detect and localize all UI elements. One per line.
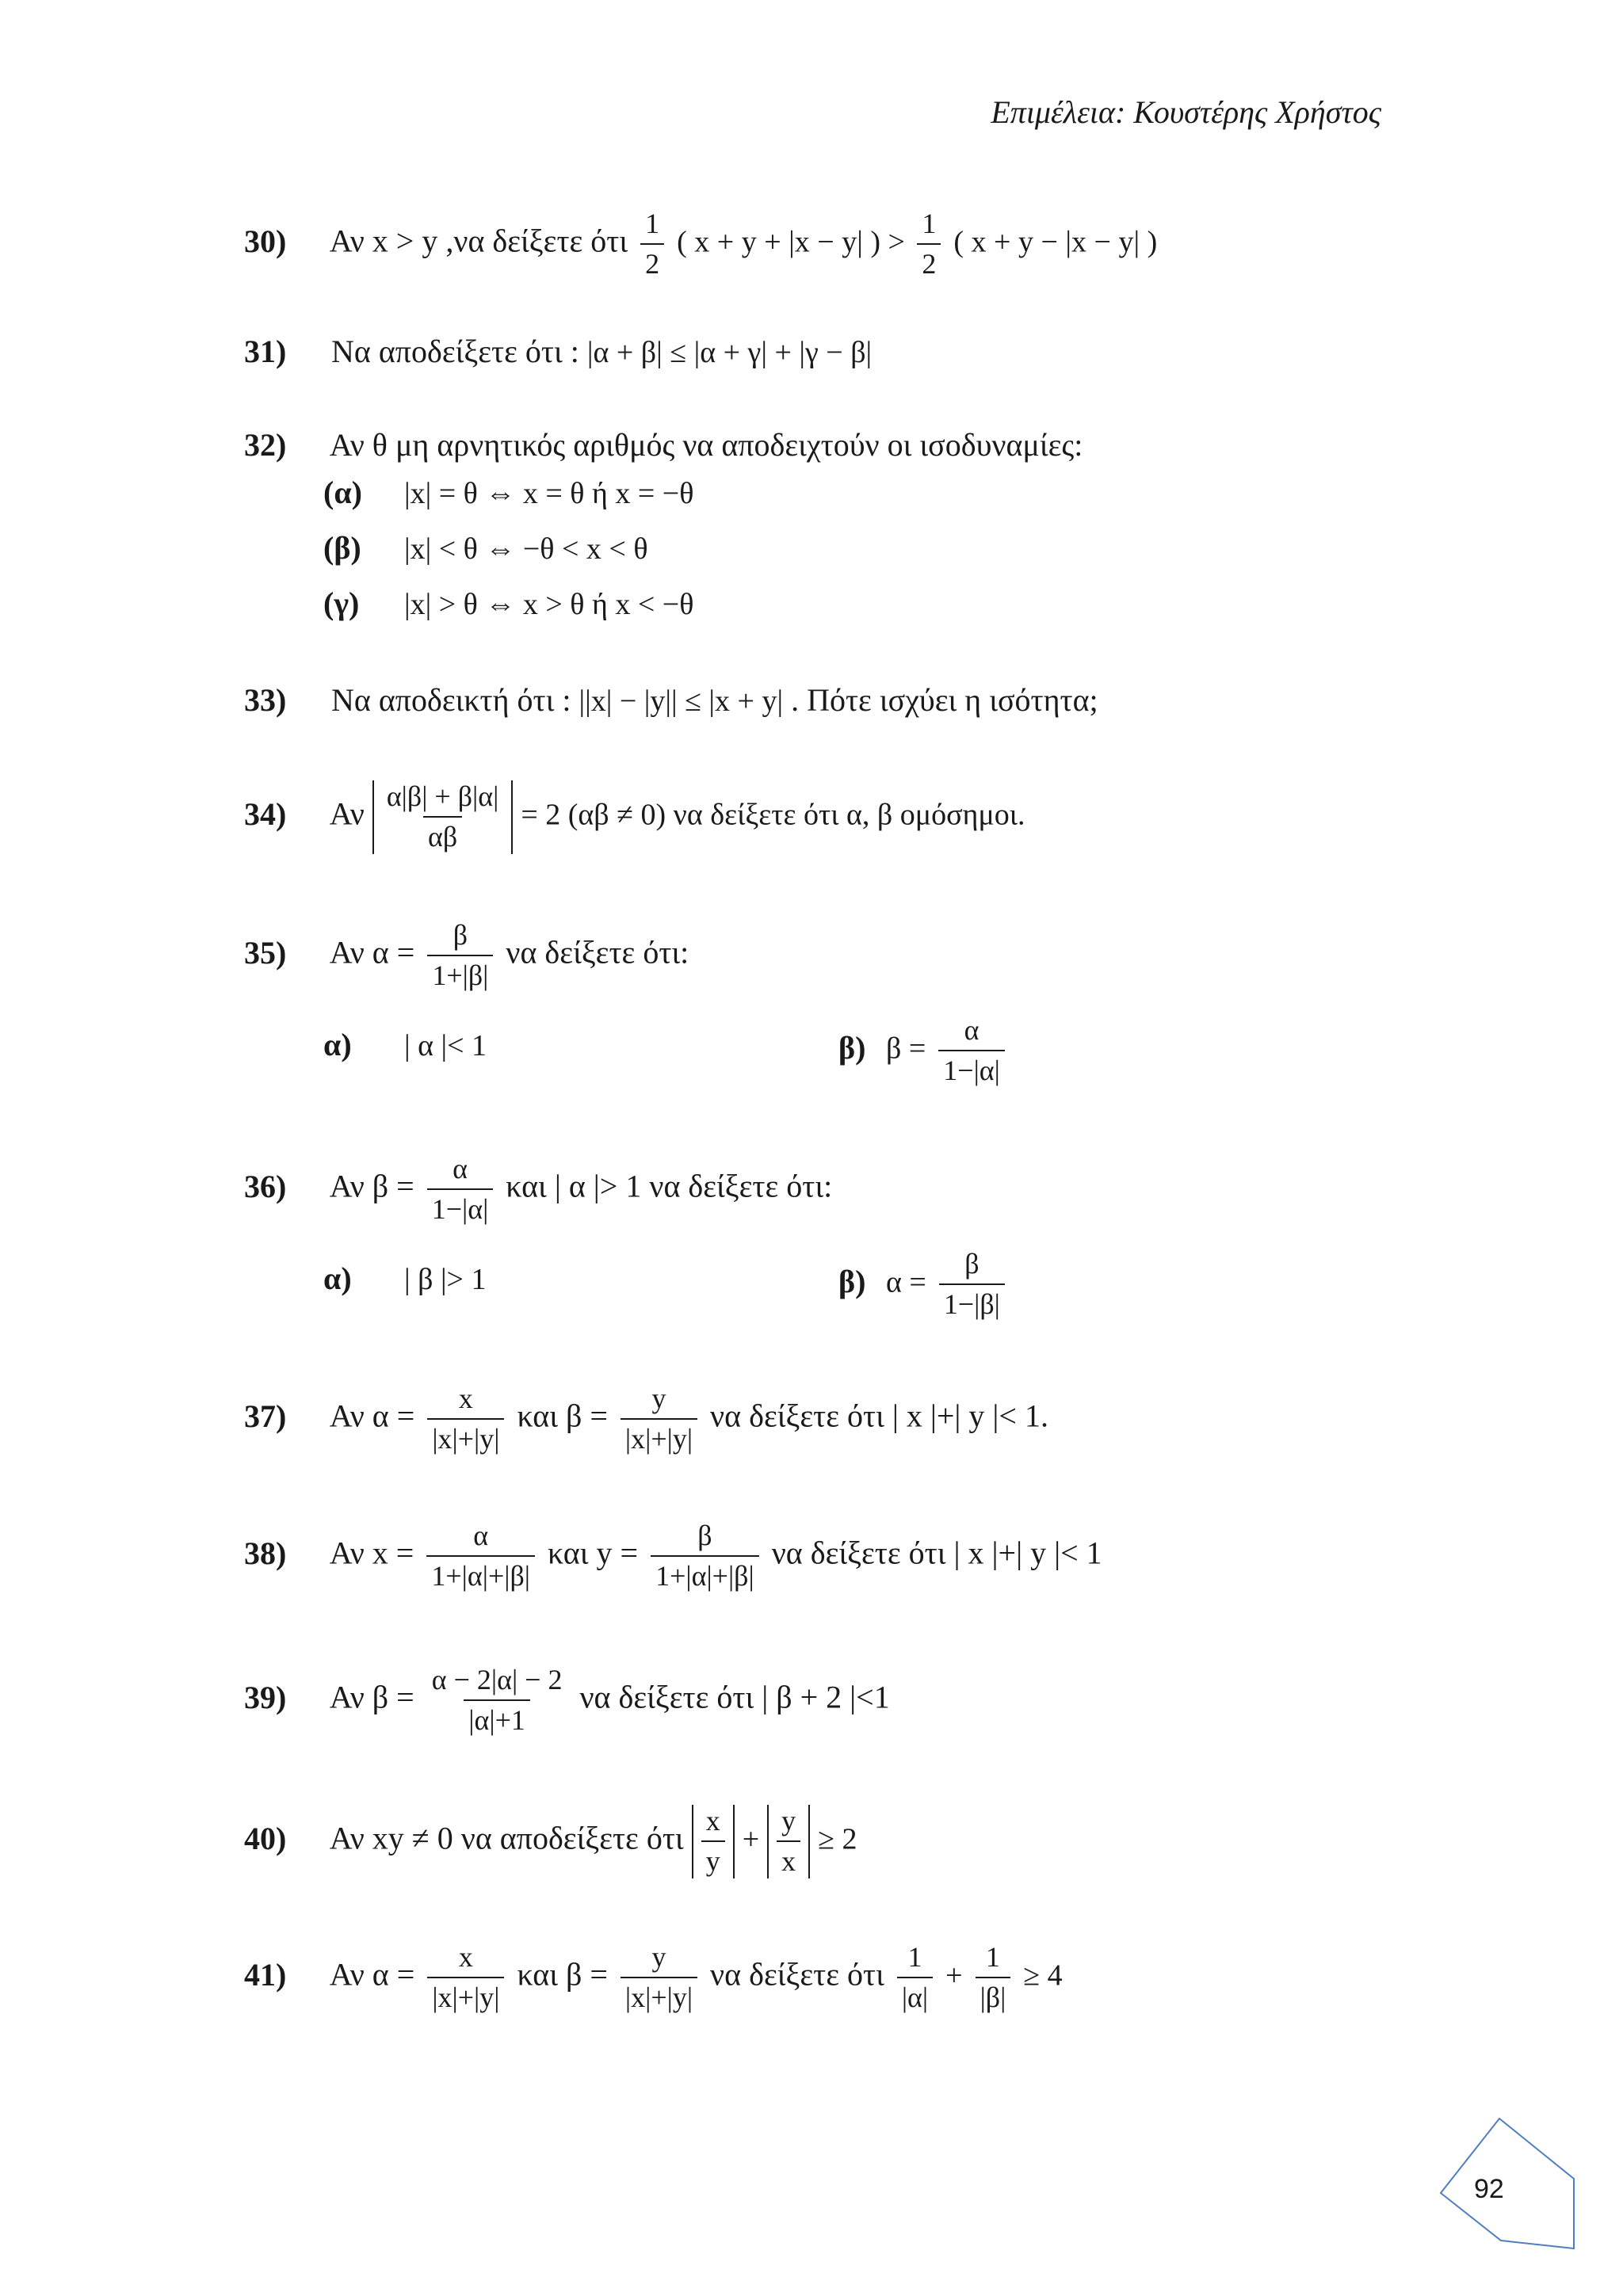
exercise-number: 33) xyxy=(244,682,287,718)
fraction: $\frac{\beta}{1+|\beta|}$ xyxy=(427,919,493,993)
exercise-32-item xyxy=(323,585,693,622)
absolute-value: $\frac{\alpha|\beta| + \beta|\alpha|}{\alpha\beta}$ xyxy=(372,780,514,854)
math-expression: ( x + y + |x − y| ) > xyxy=(677,225,913,259)
exercise-35 xyxy=(244,919,689,993)
math-expression: | β |> 1 xyxy=(404,1263,487,1296)
exercise-tail: να δείξετε ότι | x |+| y |< 1 xyxy=(771,1535,1102,1571)
fraction: $\frac{\alpha - 2|\alpha| - 2}{|\alpha|+1}$ xyxy=(431,1664,563,1737)
fraction: $\frac{1}{|\alpha|}$ xyxy=(897,1941,933,2015)
item-label: (β) xyxy=(323,530,361,566)
exercise-31 xyxy=(244,333,872,370)
exercise-40: 40) Αν xy ≠ 0 να αποδείξετε ότι $\frac{x}{y}$ + $\frac{y}{x}$ ≥ 2 xyxy=(244,1805,857,1878)
item-label: (γ) xyxy=(323,585,360,621)
exercise-text: Αν x = xyxy=(329,1535,414,1571)
fraction: $\frac{\beta}{1-|\beta|}$ xyxy=(939,1248,1005,1322)
exercise-tail: και | α |> 1 να δείξετε ότι: xyxy=(506,1168,833,1204)
exercise-32-item xyxy=(323,529,648,566)
exercise-text: Αν α = xyxy=(329,934,415,971)
exercise-text: Να αποδεικτή ότι : xyxy=(331,682,579,718)
subpart-a xyxy=(323,1260,486,1297)
exercise-text: και β = xyxy=(517,1956,608,1993)
absolute-value: $\frac{x}{y}$ xyxy=(692,1805,735,1878)
page-number-badge xyxy=(1434,2117,1577,2252)
exercise-number: 30) xyxy=(244,223,287,259)
fraction: $\frac{y}{|x|+|y|}$ xyxy=(621,1383,697,1456)
page-number: 92 xyxy=(1474,2174,1504,2204)
exercise-text: Αν xy ≠ 0 να αποδείξετε ότι xyxy=(329,1820,692,1856)
exercise-tail: να δείξετε ότι xyxy=(710,1956,884,1993)
exercise-37 xyxy=(244,1383,1048,1456)
fraction: $\frac{x}{|x|+|y|}$ xyxy=(427,1383,504,1456)
fraction: $\frac{\alpha}{1+|\alpha|+|\beta|}$ xyxy=(426,1520,535,1593)
exercise-number: 31) xyxy=(244,334,287,369)
subpart-b xyxy=(838,1014,1010,1088)
exercise-number: 40) xyxy=(244,1820,287,1856)
exercise-text: Να αποδείξετε ότι : xyxy=(331,334,587,369)
fraction: $\frac{1}{|\beta|}$ xyxy=(976,1941,1011,2015)
exercise-text: Αν θ μη αρνητικός αριθμός να αποδειχτούν οι ισοδυναμίες: xyxy=(329,427,1083,463)
math-expression: ≥ 4 xyxy=(1023,1958,1063,1993)
exercise-34 xyxy=(244,780,1025,854)
item-label: (α) xyxy=(323,475,362,510)
math-expression: |x| = θ ⇔ x = θ ή x = −θ xyxy=(404,477,694,510)
exercise-text: Αν x > y ,να δείξετε ότι xyxy=(329,223,636,259)
exercise-number: 41) xyxy=(244,1956,287,1993)
math-expression: ||x| − |y|| ≤ |x + y| xyxy=(579,685,784,718)
item-label: β) xyxy=(838,1029,866,1066)
math-expression: |α + β| ≤ |α + γ| + |γ − β| xyxy=(586,336,873,369)
fraction: $\frac{1}{2}$ xyxy=(917,208,941,281)
math-expression: α = xyxy=(886,1265,926,1299)
exercise-number: 36) xyxy=(244,1168,287,1204)
exercise-text: και β = xyxy=(517,1398,608,1434)
exercise-text: Αν α = xyxy=(329,1398,415,1434)
exercise-38 xyxy=(244,1520,1102,1593)
math-expression: |x| > θ ⇔ x > θ ή x < −θ xyxy=(404,588,694,621)
exercise-number: 35) xyxy=(244,934,287,971)
exercise-number: 39) xyxy=(244,1679,287,1715)
exercise-33 xyxy=(244,681,1098,719)
fraction: $\frac{y}{|x|+|y|}$ xyxy=(621,1941,697,2015)
math-expression: β = xyxy=(886,1032,926,1066)
exercise-text: Αν β = xyxy=(329,1168,414,1204)
exercise-30 xyxy=(244,208,1157,281)
exercise-tail: να δείξετε ότι: xyxy=(506,934,689,971)
math-expression: ≥ 2 xyxy=(818,1822,857,1856)
exercise-number: 38) xyxy=(244,1535,287,1571)
exercise-32-item xyxy=(323,474,693,511)
exercise-41: 41) Αν α = $\frac{x}{|x|+|y|}$ και β = $\frac{y}{|x|+|y|}$ να δείξετε ότι $\frac{1}{|\alpha|}$ + $\frac{1}{|\beta|}$ ≥ 4 xyxy=(244,1941,1063,2014)
exercise-32 xyxy=(244,426,1083,463)
math-expression: = 2 (αβ ≠ 0) να δείξετε ότι α, β ομόσημοι. xyxy=(521,798,1025,832)
absolute-value: $\frac{y}{x}$ xyxy=(767,1805,810,1878)
exercise-tail: . Πότε ισχύει η ισότητα; xyxy=(791,682,1098,718)
fraction: $\frac{\beta}{1+|\alpha|+|\beta|}$ xyxy=(651,1520,759,1593)
item-label: α) xyxy=(323,1261,352,1296)
item-label: β) xyxy=(838,1263,866,1299)
item-label: α) xyxy=(323,1027,352,1062)
exercise-text: Αν xyxy=(329,795,372,832)
subpart-b xyxy=(838,1248,1010,1322)
exercise-text: Αν β = xyxy=(329,1679,414,1715)
exercise-number: 34) xyxy=(244,795,287,832)
exercise-number: 32) xyxy=(244,427,287,463)
math-expression: |x| < θ ⇔ −θ < x < θ xyxy=(404,532,648,566)
fraction: $\frac{\alpha}{1-|\alpha|}$ xyxy=(938,1014,1005,1088)
fraction: $\frac{1}{2}$ xyxy=(640,208,664,281)
fraction: $\frac{x}{|x|+|y|}$ xyxy=(427,1941,504,2015)
exercise-36 xyxy=(244,1153,832,1226)
exercise-39 xyxy=(244,1664,890,1737)
math-expression: | α |< 1 xyxy=(404,1029,487,1062)
exercise-text: Αν α = xyxy=(329,1956,415,1993)
fraction: $\frac{\alpha}{1-|\alpha|}$ xyxy=(427,1153,494,1226)
exercise-number: 37) xyxy=(244,1398,287,1434)
math-expression: ( x + y − |x − y| ) xyxy=(953,225,1158,259)
exercise-text: και y = xyxy=(547,1535,639,1571)
subpart-a xyxy=(323,1026,487,1063)
exercise-tail: να δείξετε ότι | x |+| y |< 1. xyxy=(710,1398,1048,1434)
page-header: Επιμέλεια: Κουστέρης Χρήστος xyxy=(991,94,1381,130)
exercise-tail: να δείξετε ότι | β + 2 |<1 xyxy=(579,1679,890,1715)
